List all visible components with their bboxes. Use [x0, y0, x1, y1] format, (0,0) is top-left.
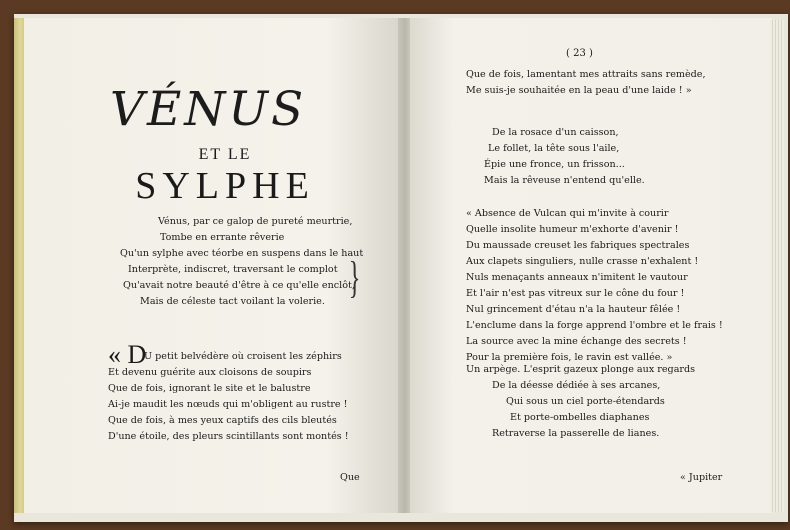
verse-line: Que de fois, à mes yeux captifs des cils bleutés — [108, 415, 337, 426]
right-stanza-3 — [466, 206, 723, 366]
verse-line: Épie une fronce, un frisson... — [484, 159, 625, 170]
right-stanza-2 — [484, 125, 684, 189]
verse-line: Pour la première fois, le ravin est vallée. » — [466, 352, 673, 363]
brace-mark: } — [348, 253, 361, 302]
verse-line: Un arpège. L'esprit gazeux plonge aux regards — [466, 364, 696, 375]
verse-line: « Absence de Vulcan qui m'invite à courir — [466, 208, 669, 219]
verse-line: Tombe en errante rêverie — [160, 232, 285, 243]
verse-line: Mais de céleste tact voilant la volerie. — [140, 296, 325, 307]
verse-line: Le follet, la tête sous l'aile, — [488, 143, 620, 154]
verse-line: Et devenu guérite aux cloisons de soupirs — [108, 367, 312, 378]
right-stanza-1 — [466, 67, 706, 99]
book-edge-right — [770, 20, 784, 512]
verse-line: Nul grincement d'étau n'a la hauteur fêlée ! — [466, 304, 681, 315]
verse-line: Me suis-je souhaitée en la peau d'une laide ! » — [466, 85, 692, 96]
verse-line: Aux clapets singuliers, nulle crasse n'exhalent ! — [466, 256, 699, 267]
verse-line: Vénus, par ce galop de pureté meurtrie, — [158, 216, 353, 227]
catchword-left: Que — [340, 472, 360, 483]
catchword-right: « Jupiter — [680, 472, 723, 483]
verse-line: Que de fois, ignorant le site et le balustre — [108, 383, 311, 394]
verse-line: Mais la rêveuse n'entend qu'elle. — [484, 175, 645, 186]
verse-line: Qui sous un ciel porte-étendards — [506, 396, 665, 407]
dropcap: « D — [108, 340, 147, 369]
verse-line: Retraverse la passerelle de lianes. — [492, 428, 660, 439]
verse-line: De la déesse dédiée à ses arcanes, — [492, 380, 661, 391]
page-number: ( 23 ) — [566, 48, 593, 59]
verse-line: Quelle insolite humeur m'exhorte d'avenir ! — [466, 224, 679, 235]
verse-line: U petit belvédère où croisent les zéphirs — [144, 351, 342, 362]
verse-line: Nuls menaçants anneaux n'imitent le vautour — [466, 272, 688, 283]
verse-line: L'enclume dans la forge apprend l'ombre et le frais ! — [466, 320, 723, 331]
verse-line: Du maussade creuset les fabriques spectrales — [466, 240, 690, 251]
verse-line: Et porte-ombelles diaphanes — [510, 412, 650, 423]
verse-line: Que de fois, lamentant mes attraits sans remède, — [466, 69, 706, 80]
title-venus: VÉNUS — [110, 82, 307, 137]
verse-line: Qu'avait notre beauté d'être à ce qu'elle enclôt, — [123, 280, 355, 291]
verse-line: Qu'un sylphe avec téorbe en suspens dans le haut — [120, 248, 364, 259]
verse-line: La source avec la mine échange des secrets ! — [466, 336, 687, 347]
verse-line: Et l'air n'est pas vitreux sur le cône du four ! — [466, 288, 685, 299]
title-et-le: ET LE — [198, 146, 252, 163]
book-edge-left — [14, 18, 24, 513]
left-stanza-1 — [120, 214, 364, 310]
verse-line: D'une étoile, des pleurs scintillants sont montés ! — [108, 431, 349, 442]
verse-line: Ai-je maudit les nœuds qui m'obligent au rustre ! — [108, 399, 348, 410]
right-stanza-4 — [466, 362, 711, 442]
verse-line: De la rosace d'un caisson, — [492, 127, 619, 138]
left-stanza-2 — [108, 349, 358, 445]
title-sylphe: SYLPHE — [135, 165, 315, 207]
verse-line: Interprète, indiscret, traversant le complot — [128, 264, 338, 275]
